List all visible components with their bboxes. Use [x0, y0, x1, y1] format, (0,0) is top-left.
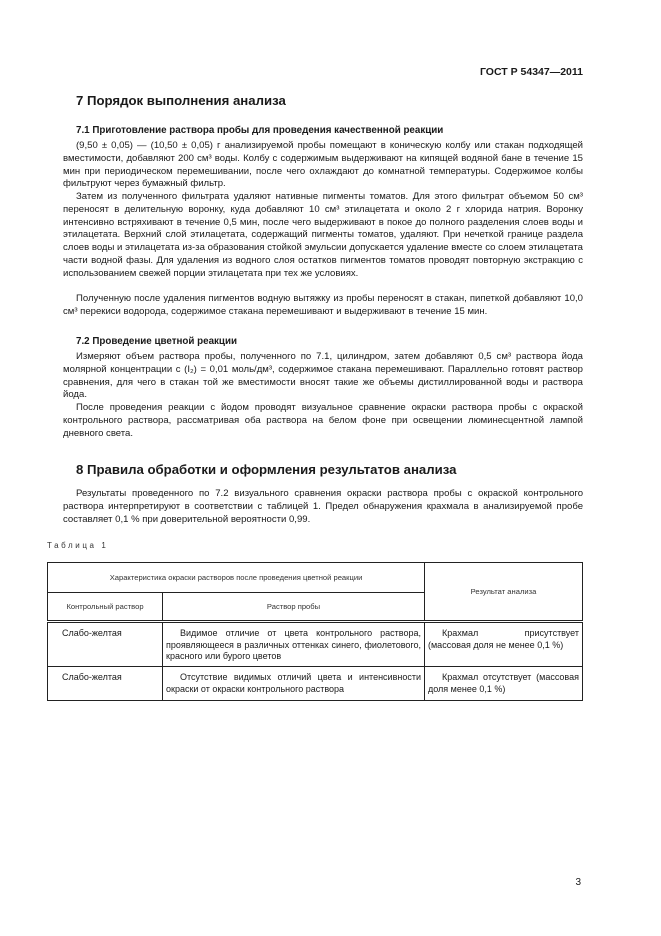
paragraph: Полученную после удаления пигментов водную вытяжку из пробы переносят в стакан, пипеткой добавляют 10,0 см³ перекиси водорода, содержимое стакана перемешивают и выдерживают в течение 15 мин.	[63, 293, 583, 317]
header-group: Характеристика окраски растворов после проведения цветной реакции	[48, 563, 425, 593]
header-sample: Раствор пробы	[163, 593, 425, 622]
table-caption: Таблица 1	[47, 541, 109, 550]
cell-result: Крахмал присутствует (массовая доля не менее 0,1 %)	[425, 622, 583, 667]
cell-control: Слабо-желтая	[48, 667, 163, 701]
document-id: ГОСТ Р 54347—2011	[479, 66, 583, 78]
results-table	[47, 562, 583, 701]
table-row	[48, 622, 583, 667]
paragraph: После проведения реакции с йодом проводят визуальное сравнение окраски раствора пробы с окраской контрольного раствора, рассматривая оба раствора на белом фоне при освещении люминесцентной лампой дневного света.	[63, 402, 583, 439]
section-7-2-heading: 7.2 Проведение цветной реакции	[76, 336, 238, 347]
cell-control: Слабо-желтая	[48, 622, 163, 667]
section-8-heading: 8 Правила обработки и оформления результатов анализа	[76, 462, 457, 477]
cell-result: Крахмал отсутствует (массовая доля менее 0,1 %)	[425, 667, 583, 701]
paragraph: Результаты проведенного по 7.2 визуального сравнения окраски раствора пробы с окраской контрольного раствора интерпретируют в соответствии с таблицей 1. Предел обнаружения крахмала в анализируемой пробе составляет 0,1 % при доверительной вероятности 0,99.	[63, 488, 583, 525]
section-7-heading: 7 Порядок выполнения анализа	[76, 93, 286, 108]
header-result: Результат анализа	[425, 563, 583, 622]
header-control: Контрольный раствор	[48, 593, 163, 622]
paragraph: Затем из полученного фильтрата удаляют нативные пигменты томатов. Для этого фильтрат объемом 50 см³ переносят в делительную воронку, куда добавляют 10 см³ этилацетата и около 2 г хлорида натрия. Воронку интенсивно встряхивают в течение 0,5 мин, после чего выдерживают в покое до полного разделения слоев воды и этилацетата. Верхний слой этилацетата, содержащий пигменты томатов, удаляют. При нечеткой границе раздела слоев воды и этилацетата из-за образования стойкой эмульсии допускается удаление вместе со слоем этилацетата части водной фазы. Для удаления из водного слоя остатков пигментов томатов проводят повторную экстракцию с использованием свежей порции этилацетата при тех же условиях.	[63, 191, 583, 279]
paragraph: Измеряют объем раствора пробы, полученного по 7.1, цилиндром, затем добавляют 0,5 см³ раствора йода молярной концентрации c (I₂) = 0,01 моль/дм³, содержимое стакана перемешивают. Параллельно готовят раствор сравнения, для чего в стакан той же вместимости вносят такие же объемы дистиллированной воды и раствора йода.	[63, 351, 583, 401]
paragraph: (9,50 ± 0,05) — (10,50 ± 0,05) г анализируемой пробы помещают в коническую колбу или стакан подходящей вместимости, добавляют 200 см³ воды. Колбу с содержимым выдерживают на кипящей водяной бане в течение 15 мин при периодическом перемешивании, после чего охлаждают до комнатной температуры. Содержимое колбы фильтруют через бумажный фильтр.	[63, 140, 583, 190]
cell-sample: Видимое отличие от цвета контрольного раствора, проявляющееся в различных оттенках синего, фиолетового, красного или бурого цветов	[163, 622, 425, 667]
cell-sample: Отсутствие видимых отличий цвета и интенсивности окраски от окраски контрольного раствора	[163, 667, 425, 701]
table-row	[48, 667, 583, 701]
page-number: 3	[575, 877, 581, 888]
section-7-1-heading: 7.1 Приготовление раствора пробы для проведения качественной реакции	[76, 125, 444, 136]
